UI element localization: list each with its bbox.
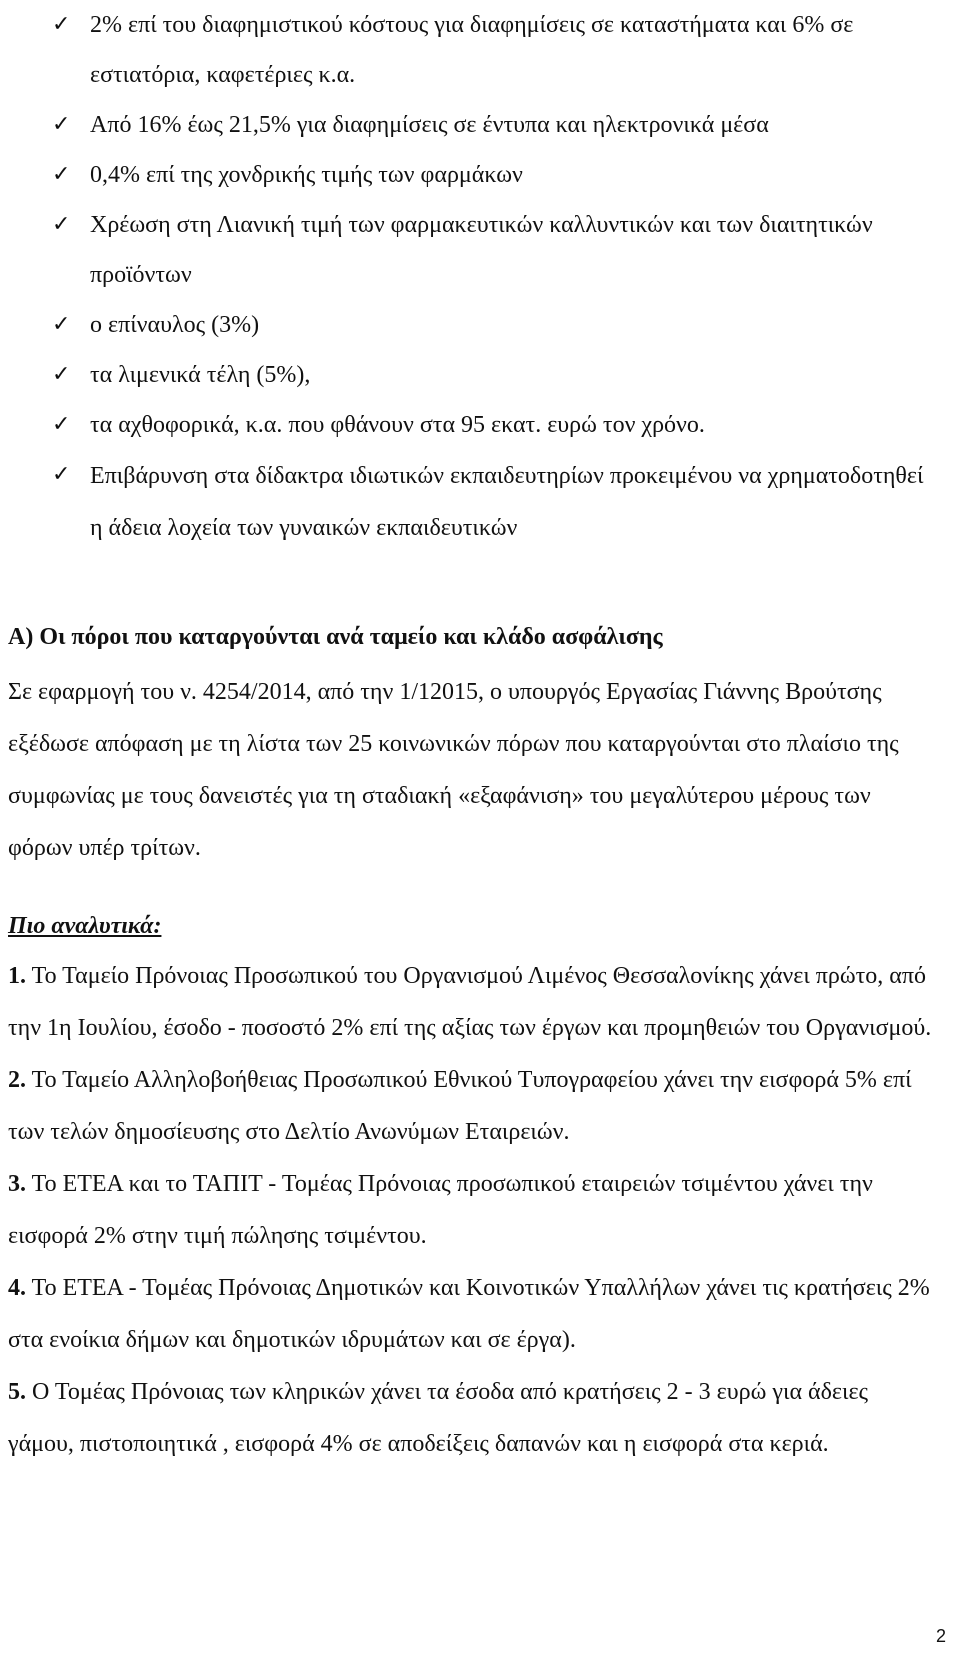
list-item-text: τα αχθοφορικά, κ.α. που φθάνουν στα 95 εκατ. ευρώ τον χρόνο. (90, 412, 705, 438)
numbered-item (8, 950, 938, 1054)
item-text: Το ΕΤΕΑ και το ΤΑΠΙΤ - Τομέας Πρόνοιας προσωπικού εταιρειών τσιμέντου χάνει την εισφορά 2% στην τιμή πώλησης τσιμέντου. (8, 1171, 873, 1249)
numbered-item (8, 1054, 938, 1158)
numbered-items (8, 950, 938, 1470)
subsection-title: Πιο αναλυτικά: (8, 913, 162, 939)
checkmark-icon: ✓ (52, 112, 71, 137)
list-item (52, 400, 932, 450)
checkmark-icon: ✓ (52, 362, 71, 387)
numbered-item (8, 1262, 938, 1366)
item-text: Το Ταμείο Αλληλοβοήθειας Προσωπικού Εθνικού Τυπογραφείου χάνει την εισφορά 5% επί των τελών δημοσίευσης στο Δελτίο Ανωνύμων Εταιρειών. (8, 1067, 912, 1145)
item-text: Το ΕΤΕΑ - Τομέας Πρόνοιας Δημοτικών και Κοινοτικών Υπαλλήλων χάνει τις κρατήσεις 2% στα ενοίκια δήμων και δημοτικών ιδρυμάτων και σε έργα). (8, 1275, 930, 1353)
list-item-text: Επιβάρυνση στα δίδακτρα ιδιωτικών εκπαιδευτηρίων προκειμένου να χρηματοδοτηθεί η άδεια λοχεία των γυναικών εκπαιδευτικών (90, 463, 924, 541)
intro-paragraph: Σε εφαρμογή του ν. 4254/2014, από την 1/12015, ο υπουργός Εργασίας Γιάννης Βρούτσης εξέδωσε απόφαση με τη λίστα των 25 κοινωνικών πόρων που καταργούνται στο πλαίσιο της συμφωνίας με τους δανειστές για τη σταδιακή «εξαφάνιση» του μεγαλύτερου μέρους των φόρων υπέρ τρίτων. (8, 679, 899, 861)
list-item (52, 100, 932, 150)
list-item-text: 0,4% επί της χονδρικής τιμής των φαρμάκων (90, 162, 523, 188)
list-item (52, 300, 932, 350)
item-text: Το Ταμείο Πρόνοιας Προσωπικού του Οργανισμού Λιμένος Θεσσαλονίκης χάνει πρώτο, από την 1η Ιουλίου, έσοδο - ποσοστό 2% επί της αξίας των έργων και προμηθειών του Οργανισμού. (8, 963, 932, 1041)
checkmark-icon: ✓ (52, 212, 71, 237)
list-item (52, 450, 932, 554)
checkmark-icon: ✓ (52, 162, 71, 187)
list-item-text: τα λιμενικά τέλη (5%), (90, 362, 311, 388)
checklist (52, 0, 932, 554)
checkmark-icon: ✓ (52, 312, 71, 337)
item-text: Ο Τομέας Πρόνοιας των κληρικών χάνει τα έσοδα από κρατήσεις 2 - 3 ευρώ για άδειες γάμου, πιστοποιητικά , εισφορά 4% σε αποδείξεις δαπανών και η εισφορά στα κεριά. (8, 1379, 869, 1457)
checkmark-icon: ✓ (52, 12, 71, 37)
checkmark-icon: ✓ (52, 462, 71, 487)
list-item (52, 0, 932, 100)
section-heading: Α) Οι πόροι που καταργούνται ανά ταμείο και κλάδο ασφάλισης (8, 624, 663, 650)
checkmark-icon: ✓ (52, 412, 71, 437)
item-number: 4. (8, 1275, 26, 1301)
page-number: 2 (935, 1626, 946, 1646)
numbered-item (8, 1366, 938, 1470)
list-item-text: Χρέωση στη Λιανική τιμή των φαρμακευτικών καλλυντικών και των διαιτητικών προϊόντων (90, 212, 873, 288)
list-item-text: ο επίναυλος (3%) (90, 312, 260, 338)
item-number: 5. (8, 1379, 26, 1405)
item-number: 1. (8, 963, 26, 989)
list-item-text: Από 16% έως 21,5% για διαφημίσεις σε έντυπα και ηλεκτρονικά μέσα (90, 112, 769, 138)
item-number: 3. (8, 1171, 26, 1197)
list-item (52, 200, 932, 300)
list-item (52, 350, 932, 400)
list-item-text: 2% επί του διαφημιστικού κόστους για διαφημίσεις σε καταστήματα και 6% σε εστιατόρια, καφετέριες κ.α. (90, 12, 854, 88)
item-number: 2. (8, 1067, 26, 1093)
numbered-item (8, 1158, 938, 1262)
list-item (52, 150, 932, 200)
